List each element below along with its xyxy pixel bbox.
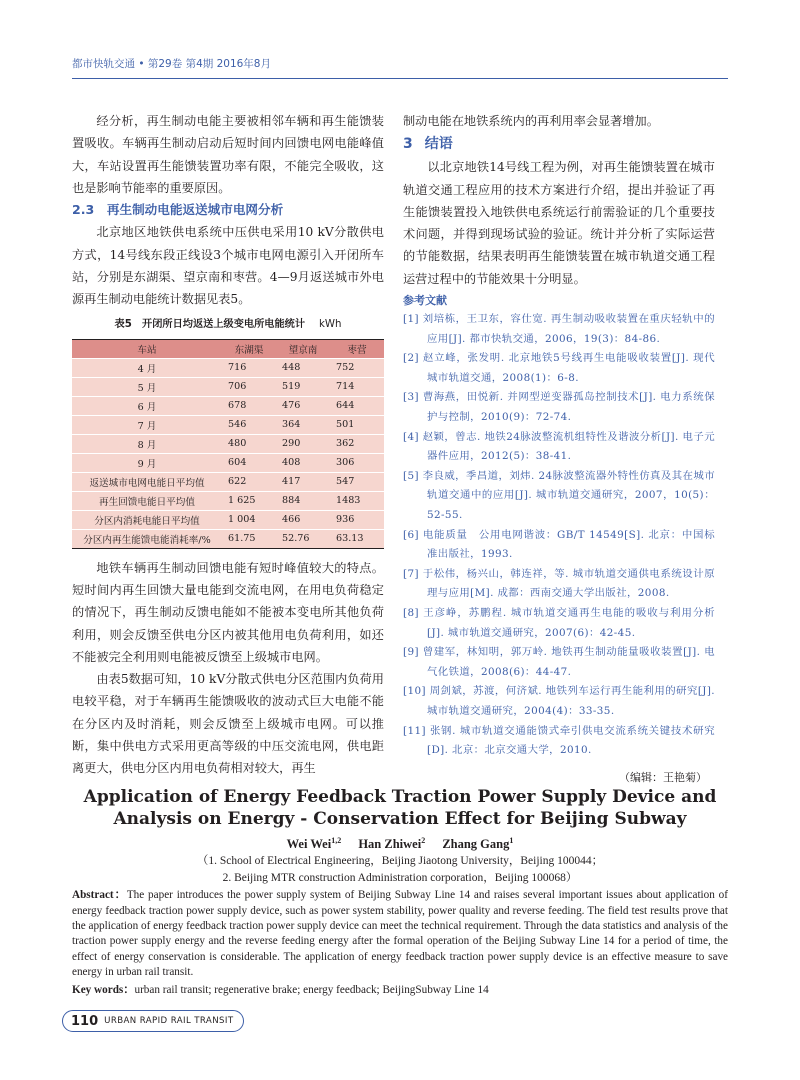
table-body xyxy=(72,358,384,548)
section-heading-conclusion xyxy=(403,132,715,156)
abstract-text: The paper introduces the power supply system of Beijing Subway Line 14 and raises several important issues about application of energy feedback traction power supply device, such as power system stability, power quality and reverse feeding. The field test results prove that the application of energy feedback traction power supply device can meet the technical requirement. Through the data statistics and analysis of the traction power supply energy and the reverse feeding energy after the formal operation of the Beijing Subway Line 14 for a period of time, the effect of energy conservation is considerable. The application of energy feedback traction power supply device is an effective measure to save energy in urban rail transit. xyxy=(72,889,728,979)
reference-item: [7] 于松伟，杨兴山，韩连祥，等. 城市轨道交通供电系统设计原理与应用[M]. 成都：西南交通大学出版社，2008. xyxy=(403,567,715,600)
editor-note: （编辑：王艳菊） xyxy=(619,770,707,784)
paragraph-regen-peak: 地铁车辆再生制动回馈电能有短时峰值较大的特点。短时间内再生回馈大量电能到交流电网，在用电负荷稳定的情况下，再生制动反馈电能如不能被本变电所其他负荷利用，则会反馈至供电分区内被其他用电负荷利用，如还不能被完全利用则电能被反馈至上级城市电网。 xyxy=(72,560,384,664)
table-cell: 1483 xyxy=(330,491,384,510)
table-header-cell: 枣营 xyxy=(330,339,384,358)
author-2: Han Zhiwei$^2$ xyxy=(358,836,426,852)
table-cell: 546 xyxy=(222,415,276,434)
table-row-label: 分区内消耗电能日平均值 xyxy=(72,510,222,529)
energy-statistics-table xyxy=(72,339,384,549)
english-abstract-block xyxy=(72,786,728,998)
table-row xyxy=(72,510,384,529)
table-cell: 408 xyxy=(276,453,330,472)
author-3: Zhang Gang$^1$ xyxy=(442,836,514,852)
table-cell: 714 xyxy=(330,377,384,396)
table-row xyxy=(72,453,384,472)
paragraph-analysis: 经分析，再生制动电能主要被相邻车辆和再生能馈装置吸收。车辆再生制动启动后短时间内回馈电网电能峰值大，车站设置再生能馈装置功率有限，不能完全吸收，这也是影响节能率的重要原因。 xyxy=(72,114,384,195)
table-cell: 476 xyxy=(276,396,330,415)
table-row-label: 9 月 xyxy=(72,453,222,472)
table-cell: 547 xyxy=(330,472,384,491)
reference-item: [2] 赵立峰，张发明. 北京地铁5号线再生电能吸收装置[J]. 现代城市轨道交通，2008(1)：6-8. xyxy=(403,352,715,384)
right-column xyxy=(403,110,715,785)
table-row-label: 5 月 xyxy=(72,377,222,396)
footer-badge xyxy=(62,1010,244,1032)
reference-item: [10] 周剑斌，苏渡，何济斌. 地铁列车运行再生能利用的研究[J]. 城市轨道交通研究，2004(4)：33-35. xyxy=(403,685,715,717)
table-unit: kWh xyxy=(319,318,342,330)
english-abstract xyxy=(72,888,728,980)
table-cell: 1 004 xyxy=(222,510,276,529)
section-title: 结语 xyxy=(424,136,453,153)
reference-item: [9] 曾建军，林知明，郭万岭. 地铁再生制动能量吸收装置[J]. 电气化铁道，2008(6)：44-47. xyxy=(403,646,715,678)
table-row xyxy=(72,491,384,510)
table-row xyxy=(72,434,384,453)
table-cell: 364 xyxy=(276,415,330,434)
table-cell: 61.75 xyxy=(222,529,276,548)
table-cell: 501 xyxy=(330,415,384,434)
running-header: 都市快轨交通 • 第29卷 第4期 2016年8月 xyxy=(72,58,271,70)
table-row xyxy=(72,415,384,434)
table-row-label: 6 月 xyxy=(72,396,222,415)
table-row xyxy=(72,529,384,548)
english-title-line-2: Analysis on Energy - Conservation Effect for Beijing Subway xyxy=(113,809,687,829)
paragraph-supply: 北京地区地铁供电系统中压供电采用10 kV分散供电方式，14号线东段正线设3个城市电网电源引入开闭所车站，分别是东湖渠、望京南和枣营。4—9月返送城市外电源再生制动电能统计数据见表5。 xyxy=(72,225,384,307)
table-cell: 752 xyxy=(330,358,384,377)
table-cell: 936 xyxy=(330,510,384,529)
reference-item: [6] 电能质量 公用电网谐波：GB/T 14549[S]. 北京：中国标准出版社，1993. xyxy=(403,528,715,561)
table-cell: 480 xyxy=(222,434,276,453)
table-row-label: 再生回馈电能日平均值 xyxy=(72,491,222,510)
affiliation-2: 2. Beijing MTR construction Administration corporation，Beijing 100068） xyxy=(222,871,578,884)
table-row-label: 8 月 xyxy=(72,434,222,453)
english-authors xyxy=(72,832,728,853)
affiliation-1: （1. School of Electrical Engineering，Beijing Jiaotong University，Beijing 100044； xyxy=(196,855,604,868)
paragraph-table-analysis: 由表5数据可知，10 kV分散式供电分区范围内负荷用电较平稳，对于车辆再生能馈吸收的波动式巨大电能不能在分区内及时消耗，则会反馈至上级城市电网。可以推断，集中供电方式采用更高等级的中压交流电网，供电距离更大，供电分区内用电负荷相对较大，再生 xyxy=(72,672,384,776)
english-keywords xyxy=(72,983,728,998)
table-header-cell: 东湖渠 xyxy=(222,339,276,358)
table-cell: 306 xyxy=(330,453,384,472)
table-caption-text: 表5 开闭所日均返送上级变电所电能统计 xyxy=(114,318,306,330)
table-row-label: 4 月 xyxy=(72,358,222,377)
table-row xyxy=(72,358,384,377)
reference-item: [1] 刘培栋，王卫东，容仕宽. 再生制动吸收装置在重庆轻轨中的应用[J]. 都市快轨交通，2006，19(3)：84-86. xyxy=(403,313,715,345)
table-cell: 52.76 xyxy=(276,529,330,548)
table-header-row xyxy=(72,339,384,358)
table-cell: 466 xyxy=(276,510,330,529)
reference-item: [3] 曹海燕，田悦新. 并网型逆变器孤岛控制技术[J]. 电力系统保护与控制，2010(9)：72-74. xyxy=(403,391,715,424)
english-title-line-1: Application of Energy Feedback Traction Power Supply Device and xyxy=(83,787,717,807)
journal-name: URBAN RAPID RAIL TRANSIT xyxy=(104,1016,234,1026)
table-row-label: 7 月 xyxy=(72,415,222,434)
table-header-cell: 车站 xyxy=(72,339,222,358)
table-cell: 706 xyxy=(222,377,276,396)
table-row-label: 分区内再生能馈电能消耗率/% xyxy=(72,529,222,548)
table-cell: 362 xyxy=(330,434,384,453)
table-row-label: 返送城市电网电能日平均值 xyxy=(72,472,222,491)
table-row xyxy=(72,396,384,415)
left-column xyxy=(72,110,384,780)
keywords-text: urban rail transit; regenerative brake; energy feedback; BeijingSubway Line 14 xyxy=(134,983,489,996)
table-cell: 884 xyxy=(276,491,330,510)
table-cell: 678 xyxy=(222,396,276,415)
paragraph-continued: 制动电能在地铁系统内的再利用率会显著增加。 xyxy=(403,114,659,128)
reference-item: [4] 赵颖，曾志. 地铁24脉波整流机组特性及谐波分析[J]. 电子元器件应用，2012(5)：38-41. xyxy=(403,430,715,463)
table-cell: 290 xyxy=(276,434,330,453)
reference-list xyxy=(403,310,715,761)
section-number: 3 xyxy=(403,136,413,153)
table-row xyxy=(72,377,384,396)
reference-item: [8] 王彦峥，苏鹏程. 城市轨道交通再生电能的吸收与利用分析[J]. 城市轨道交通研究，2007(6)：42-45. xyxy=(403,606,715,639)
table-caption xyxy=(72,317,384,333)
page-footer xyxy=(62,1009,244,1033)
references-heading: 参考文献 xyxy=(403,294,447,308)
table-cell: 1 625 xyxy=(222,491,276,510)
page-number: 110 xyxy=(71,1013,99,1029)
table-cell: 63.13 xyxy=(330,529,384,548)
section-heading-2-3: 2.3 再生制动电能返送城市电网分析 xyxy=(72,202,284,218)
reference-item: [5] 李良威，季昌道，刘炜. 24脉波整流器外特性仿真及其在城市轨道交通中的应用[J]. 城市轨道交通研究，2007，10(5)：52-55. xyxy=(403,469,715,522)
table-cell: 716 xyxy=(222,358,276,377)
table-cell: 644 xyxy=(330,396,384,415)
table-cell: 519 xyxy=(276,377,330,396)
keywords-label: Key words： xyxy=(72,983,135,996)
table-cell: 417 xyxy=(276,472,330,491)
table-cell: 604 xyxy=(222,453,276,472)
abstract-label: Abstract： xyxy=(72,889,127,902)
header-rule xyxy=(72,78,728,79)
table-cell: 622 xyxy=(222,472,276,491)
author-1: Wei Wei$^{1,2}$ xyxy=(286,836,342,852)
table-row xyxy=(72,472,384,491)
table-cell: 448 xyxy=(276,358,330,377)
table-header-cell: 望京南 xyxy=(276,339,330,358)
reference-item: [11] 张钢. 城市轨道交通能馈式牵引供电交流系统关键技术研究[D]. 北京：北京交通大学，2010. xyxy=(403,724,715,757)
paragraph-conclusion: 以北京地铁14号线工程为例，对再生能馈装置在城市轨道交通工程应用的技术方案进行介绍，提出并验证了再生能馈装置投入地铁供电系统运行前需验证的几个重要技术问题，并得到现场试验的验证。统计并分析了实际运营的节能数据，结果表明再生能馈装置在城市轨道交通工程运营过程中的节能效果十分明显。 xyxy=(403,160,715,286)
